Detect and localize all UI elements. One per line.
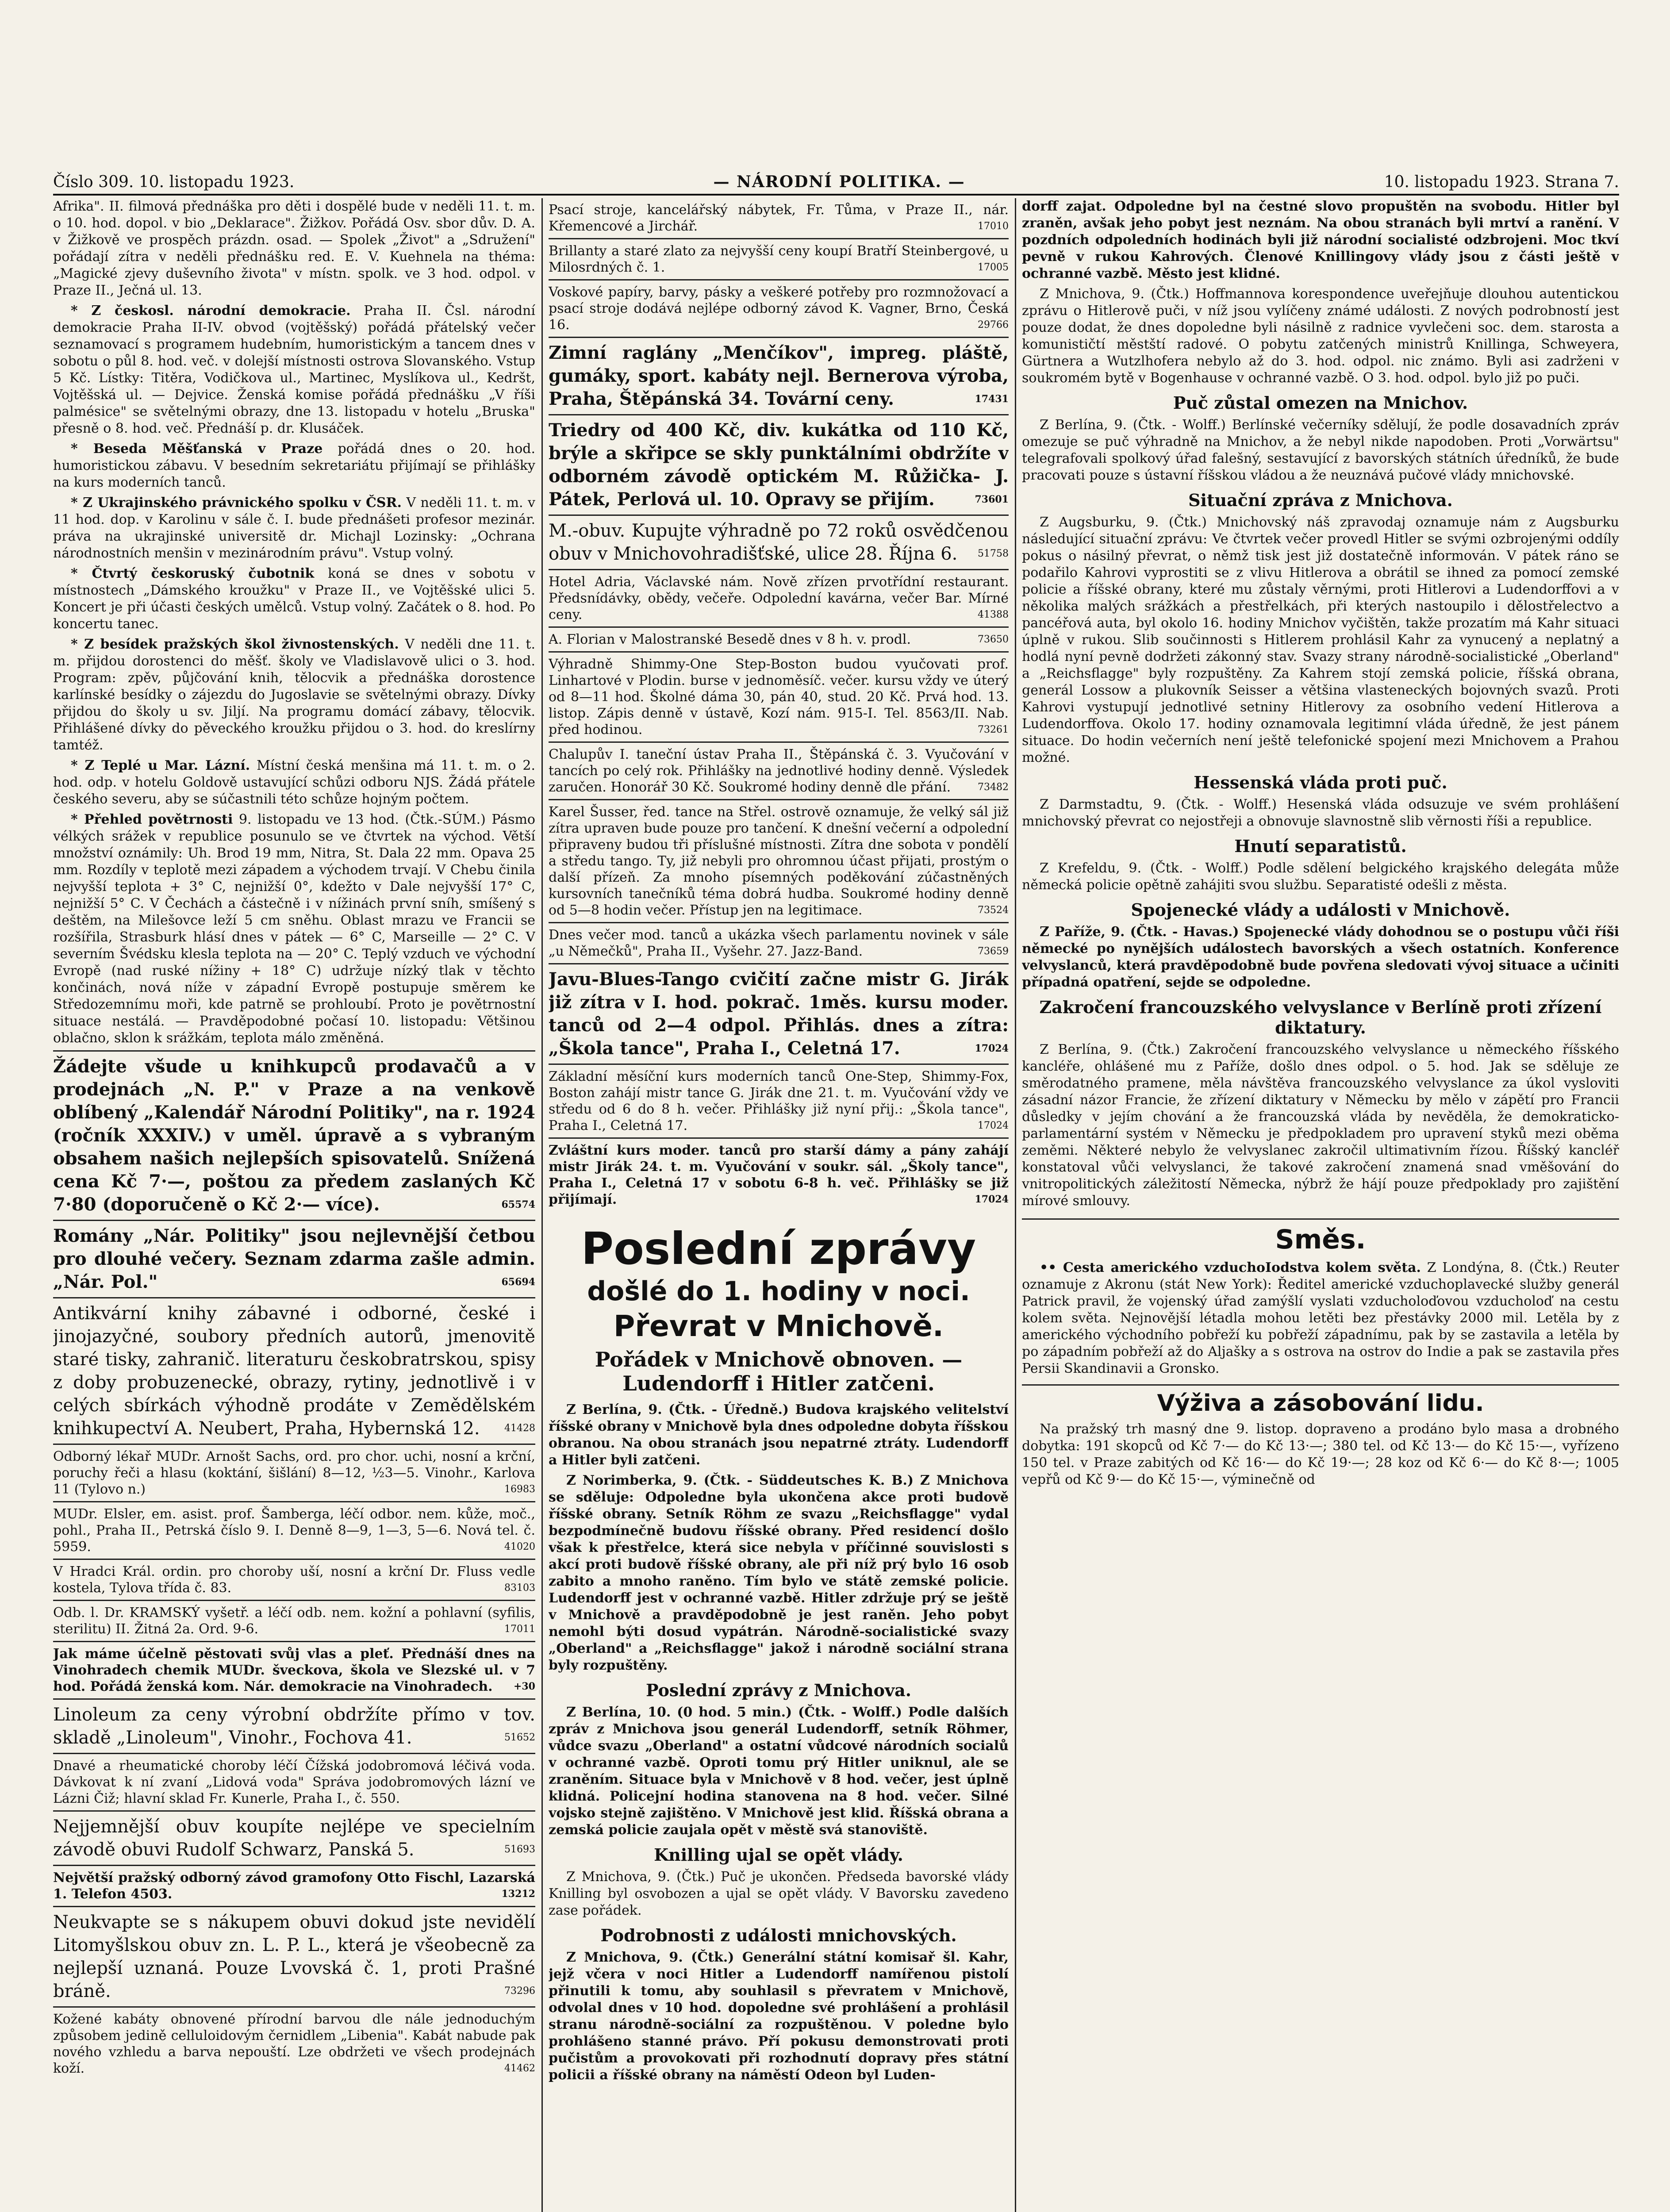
article-paragraph <box>53 636 535 754</box>
advertisement <box>53 1559 535 1600</box>
ad-text: Dnes večer mod. tanců a ukázka všech parlamentu novinek v sále „u Němečků", Praha II., Vyšehr. 27. Jazz-Band. <box>549 927 1009 959</box>
ad-text: Hotel Adria, Václavské nám. Nově zřízen prvotřídní restaurant. Předsnídávky, obědy, večeře. Odpolední kavárna, večer Bar. Mírné ceny. <box>549 574 1009 622</box>
section-heading: Knilling ujal se opět vlády. <box>654 1845 903 1865</box>
advertisement <box>53 1050 535 1220</box>
article-heading: * Beseda Měšťanská v Praze <box>71 441 323 457</box>
ad-text: Základní měsíční kurs moderních tanců One-Step, Shimmy-Fox, Boston zahájí mistr tance G. Jirák dne 21. t. m. Vyučování vždy ve středu od 6 do 8 h. večer. Přihlášky již nyní přij.: „Škola tance", Praha I., Celetná 17. <box>549 1069 1009 1133</box>
ad-text: Jak máme účelně pěstovati svůj vlas a pleť. Přednáší dnes na Vinohradech chemik MUDr. šveckova, škola ve Slezské ul. v 7 hod. Pořádá ženská kom. Nár. demokracie na Vinohradech. <box>53 1646 535 1694</box>
article-text: pořádá dnes o 20. hod. humoristickou zábavu. V besedním sekretariátu přijímají se přihlášky na kurs moderních tanců. <box>53 441 535 490</box>
advertisement <box>549 1064 1009 1137</box>
article-heading: * Z Ukrajinského právnického spolku v ČSR. <box>71 495 402 511</box>
article-heading: * Přehled povětrnosti <box>71 812 233 827</box>
advertisement <box>53 1641 535 1698</box>
advertisement <box>549 799 1009 922</box>
article-paragraph: Z Mnichova, 9. (Čtk.) Puč je ukončen. Předseda bavorské vlády Knilling byl osvobozen a ujal se opět vlády. V Bavorsku zavedeno zase pořádek. <box>549 1869 1009 1918</box>
ad-number: 41462 <box>504 2063 535 2074</box>
ad-text: Nejjemnější obuv koupíte nejlépe ve specielním závodě obuvi Rudolf Schwarz, Panská 5. <box>53 1816 535 1860</box>
ad-text: Psací stroje, kancelářský nábytek, Fr. Tůma, v Praze II., nár. Křemencové a Jirchář. <box>549 202 1009 234</box>
column-2 <box>549 198 1009 2212</box>
page-header <box>53 165 1619 196</box>
advertisement <box>549 1137 1009 1211</box>
advertisement <box>53 1501 535 1559</box>
article-paragraph <box>53 303 535 437</box>
article-heading: •• Cesta amerického vzduchoIodstva kolem světa. <box>1040 1260 1421 1275</box>
advertisement <box>53 1220 535 1297</box>
section-heading: Spojenecké vlády a události v Mnichově. <box>1131 900 1510 920</box>
article-paragraph: Z Paříže, 9. (Čtk. - Havas.) Spojenecké vlády dohodnou se o postupu vůči říši německé po nynějších událostech bavorských a všech ostatních. Konference velvyslanců, která pravděpodobně bude povřena sledovati vývoj situace a učiniti případná opatření, sejde se odpoledne. <box>1022 924 1619 990</box>
advertisement <box>549 337 1009 414</box>
advertisement <box>53 1444 535 1501</box>
advertisement <box>549 741 1009 799</box>
ad-number: 17024 <box>975 1043 1009 1054</box>
ad-text: A. Florian v Malostranské Besedě dnes v 8 h. v. prodl. <box>549 632 911 647</box>
ad-number: 73659 <box>978 946 1009 957</box>
article-heading: * Z Teplé u Mar. Lázní. <box>71 758 250 773</box>
article-paragraph: Na pražský trh masný dne 9. listop. dopraveno a prodáno bylo masa a drobného dobytka: 191 skopců od Kč 7·— do Kč 13·—; 380 tel. od Kč 13·— do Kč 15·—, vyřízeno 150 tel. v Praze zabitých od Kč 16·— do Kč 19·—; 28 koz od Kč 6·— do Kč 8·—; 1005 vepřů od Kč 9·— do Kč 15·—, výminečně od <box>1022 1421 1619 1487</box>
article-paragraph: Z Krefeldu, 9. (Čtk. - Wolff.) Podle sdělení belgického krajského delegáta může německá policie opětně zahájiti svou službu. Separatisté odešli z města. <box>1022 860 1619 893</box>
ad-text: Javu-Blues-Tango cvičití začne mistr G. Jirák již zítra v I. hod. pokrač. 1měs. kursu moder. tanců od 2—4 odpol. Přihlás. dnes a zítra: „Škola tance", Praha I., Celetná 17. <box>549 969 1009 1059</box>
issue-number: Číslo 309. 10. listopadu 1923. <box>53 173 295 191</box>
subheadline: Pořádek v Mnichově obnoven. — Ludendorff i Hitler zatčeni. <box>595 1348 963 1395</box>
ad-text: MUDr. Elsler, em. asist. prof. Šamberga, léčí odbor. nem. kůže, moč., pohl., Praha II., Petrská číslo 9. I. Denně 8—9, 1—3, 5—6. Nová tel. č. 5959. <box>53 1506 535 1555</box>
advertisement <box>549 922 1009 963</box>
article-text: 9. listopadu ve 13 hod. (Čtk.-SÚM.) Pásmo vélkých srážek v republice posunulo se ve čtvrtek na východ. Větší množství oznámily: Uh. Brod 19 mm, Nitra, St. Dala 22 mm. Opava 25 mm. Rozdíly v teplotě mezi západem a východem trvají. V Chebu činila nejvyšší teplota + 3° C, nejnižší 0°, kdežto v Dale nejvyšší 17° C, nejnižší 5° C. V Čechách a částečně i v nížinách první sníh, smíšený s deštěm, na Milešovce leží 5 cm sněhu. Oblast mrazu ve Francii se rozšířila, Strasburk hlásí dnes v pátek — 6° C, Marseille — 2° C. V severním Švédsku klesla teplota na — 20° C. Teplý vzduch ve východní Evropě (nad ruské nížiny + 18° C) udržuje nízký tlak v těchto končinách, nová níže v západní Evropě postupuje směrem ke Středozemnímu moři, kde patrně se prohloubí. Proto je povětrnostní situace nestálá. — Pravděpodobné počasí 10. listopadu: Většinou oblačno, sklon k srážkám, teplota málo změněná. <box>53 812 535 1046</box>
advertisement <box>53 1698 535 1753</box>
advertisement <box>549 238 1009 279</box>
ad-text: Výhradně Shimmy-One Step-Boston budou vyučovati prof. Linhartové v Plodin. burse v jednoměsíč. večer. kursu vždy ve úterý od 8—11 hod. Školné dáma 30, pán 40, stud. 20 Kč. Prvá hod. 13. listop. Zápis denně v ústavě, Kozí nám. 915-I. Tel. 8563/II. Nab. před hodinou. <box>549 657 1009 737</box>
ad-number: 29766 <box>978 319 1009 330</box>
article-paragraph <box>53 441 535 491</box>
ad-number: 51758 <box>978 548 1009 559</box>
advertisement <box>549 198 1009 238</box>
article-paragraph: Z Mnichova, 9. (Čtk.) Generální státní komisař šl. Kahr, jejž včera v noci Hitler a Ludendorff namířenou pistolí přinutili k tomu, aby souhlasil s převratem v Mnichově, odvolal dnes v 10 hod. dopoledne své prohlášení a prohlásil stranu národně-sociální za rozpuštěnou. V poledne bylo prohlášeno stanné právo. Pří pokusu demonstrovati proti pučistům a provokovati při rozhodnutí dopravy přes státní policii a říšské obrany na náměstí Odeon byl Luden- <box>549 1950 1009 2083</box>
ad-text: Zvláštní kurs moder. tanců pro starší dámy a pány zahájí mistr Jirák 24. t. m. Vyučování v soukr. sál. „Školy tance", Praha I., Celetná 17 v sobotu 6-8 h. več. Přihlášky se již přijímají. <box>549 1143 1009 1207</box>
article-paragraph: dorff zajat. Odpoledne byl na čestné slovo propuštěn na svobodu. Hitler byl zraněn, avšak jeho pobyt jest neznám. Na obou stranách byli mrtví a ranění. V pozdních odpoledních hodinách byli již národní socialisté odzbrojeni. Moc tkví pevně v rukou Kahrových. Členové Knillingovy vlády jsou z části ještě v ochranné vazbě. Město jest klidné. <box>1022 199 1619 281</box>
section-heading: Puč zůstal omezen na Mnichov. <box>1173 393 1468 413</box>
article-text: Z Londýna, 8. (Čtk.) Reuter oznamuje z Akronu (stát New York): Ředitel americké vzduchoplavecké služby generál Patrick pravil, že vojenský úřad zamýšlí vyslati vzducholoďovou vzducholoď na cestu kolem světa. Nejnovější létadla mohou letěti bez přestávky 2000 mil. Letěla by z amerického východního pobřeží ku pobřeží západnímu, pak by se zastavila a letěla by po západním pobřeží až do Aljašky a s ostrova na ostrov do Indie a pak se zastavila přes Persii Skandinavii a Gronsko. <box>1022 1260 1619 1376</box>
section-heading: Zakročení francouzského velvyslance v Berlíně proti zřízení diktatury. <box>1039 997 1602 1037</box>
section-heading: Situační zpráva z Mnichova. <box>1188 490 1453 510</box>
ad-text: Odborný lékař MUDr. Arnošt Sachs, ord. pro chor. uchi, nosní a krční, poruchy řeči a hlasu (koktání, šišlání) 8—12, ½3—5. Vinohr., Karlova 11 (Tylovo n.) <box>53 1449 535 1497</box>
advertisement <box>53 1810 535 1865</box>
ad-text: Zimní raglány „Menčíkov", impreg. pláště, gumáky, sport. kabáty nejl. Bernerova výroba, Praha, Štěpánská 34. Tovární ceny. <box>549 342 1009 409</box>
advertisement <box>53 1297 535 1444</box>
advertisement <box>549 569 1009 626</box>
advertisement <box>549 414 1009 515</box>
headline: Poslední zprávy <box>581 1223 976 1275</box>
column-1 <box>53 198 535 2212</box>
advertisement <box>53 1865 535 1906</box>
article-paragraph: Z Darmstadtu, 9. (Čtk. - Wolff.) Hesenská vláda odsuzuje ve svém prohlášení mnichovský převrat co nejostřeji a obnovuje slavnostně slib věrnosti říši a republice. <box>1022 797 1619 829</box>
advertisement <box>53 1753 535 1810</box>
section-heading: Poslední zprávy z Mnichova. <box>646 1680 911 1700</box>
ad-text: Linoleum za ceny výrobní obdržíte přímo v tov. skladě „Linoleum", Vinohr., Fochova 41. <box>53 1705 535 1748</box>
ad-number: 41428 <box>504 1423 535 1434</box>
ad-text: Kožené kabáty obnovené přírodní barvou dle nále jednoduchým způsobem jedině celluloidovým černidlem „Libenia". Kabát nabude pak nového vzhledu a barva nepouští. Lze obdržeti ve všech prodejnách koží. <box>53 2012 535 2076</box>
article-paragraph: Z Norimberka, 9. (Čtk. - Süddeutsches K. B.) Z Mnichova se sděluje: Odpoledne byla ukončena akce proti budově říšské obrany. Setník Röhm ze svazu „Reichsflagge" vydal bezpodmínečně budovu říšské obrany. Před residencí došlo však k přestřelce, která sice nebyla v příčinné souvislosti s akcí proti budově říšské obrany, ale při níž prý bylo 16 osob zabito a mnoho raněno. Tím bylo ve státě zemské policie. Ludendorff jest v ochranné vazbě. Hitler zdržuje prý se ještě v Mnichově a pravděpodobně je jest raněn. Jeho pobyt nemohl býti dosud vypátrán. Národně-socialistické svazy „Oberland" a „Reichsflagge" jakož i národně sociální strana byly rozpuštěny. <box>549 1473 1009 1673</box>
article-paragraph <box>53 757 535 808</box>
ad-number: 17010 <box>978 221 1009 232</box>
article-heading: * Z českosl. národní demokracie. <box>71 303 351 319</box>
ad-number: 73482 <box>978 782 1009 793</box>
ad-text: Dnavé a rheumatické choroby léčí Čížská jodobromová léčivá voda. Dávkovat k ní zvaní „Lidová voda" Správa jodobromových lázní ve Lázni Čiž; hlavní sklad Fr. Kunerle, Praha I., č. 550. <box>53 1758 535 1806</box>
article-paragraph <box>53 565 535 633</box>
ad-text: Chalupův I. taneční ústav Praha II., Štěpánská č. 3. Vyučování v tancích po celý rok. Přihlášky na jednotlivé hodiny denně. Výsledek zaručen. Honorář 30 Kč. Soukromé hodiny denně dle přání. <box>549 747 1009 795</box>
ad-text: M.-obuv. Kupujte výhradně po 72 roků osvědčenou obuv v Mnichovohradišťské, ulice 28. Října 6. <box>549 521 1009 564</box>
column-3 <box>1022 198 1619 2212</box>
article-paragraph: Z Berlína, 10. (0 hod. 5 min.) (Čtk. - Wolff.) Podle dalších zpráv z Mnichova jsou generál Ludendorff, setník Röhmer, vůdce svazu „Oberland" a ostatní vůdcové národních socialů v ochranné vazbě. Oproti tomu prý Hitler uniknul, ale se zraněním. Situace byla v Mnichově v 8 hod. večer, jest úplně klidná. Policejní hodina stanovena na 8 hod. večer. Silné vojsko stejně zajištěno. V Mnichově jest klid. Říšská obrana a zemská policie zaujala opět v městě svá stanoviště. <box>549 1705 1009 1838</box>
advertisement <box>549 515 1009 569</box>
headline: Převrat v Mnichově. <box>614 1309 944 1343</box>
article-paragraph: Z Augsburku, 9. (Čtk.) Mnichovský náš zpravodaj oznamuje nám z Augsburku následující situační zprávu: Ve čtvrtek večer provedl Hitler se svými ozbrojenými oddíly pokus o násilný převrat, o němž tisk jest již dostatečně informován. V pátek ráno se podařilo Kahrovi vyprostiti se z vlivu Hitlerova a obrátil se ihned za pomocí zemské policie a říšské obrany, které mu zůstaly věrnými, proti Hitlerovi a Ludendorffovi a v několika malých srážkách a přestřelkách, při kterých nastoupilo i dělostřelectvo a pancéřová auta, byl okolo 16. hodiny Mnichov vyčištěn, takže prozatím má Kahr situaci úplně v rukou. Slib součinnosti s Hitlerem prohlásil Kahr za vynucený a neplatný a hodlá nyní pevně dodržeti zákonný stav. Svazy strany národně-socialistické „Oberland" a „Reichsflagge" byly rozpuštěny. Za Kahrem stojí zemská policie, říšská obrana, generál Lossow a plukovník Seisser a většina vlasteneckých bojovných svazů. Proti Kahrovi vystupují jednotlivé setniny Hitlerovy za osobního vedení Hitlerova a Ludendorffova. Okolo 17. hodiny oznamovala legitimní vláda úředně, že jest pánem situace. Do hodin večerních není ještě telefonické spojení mezi Mnichovem a Prahou možné. <box>1022 515 1619 765</box>
ad-text: Odb. l. Dr. KRAMSKÝ vyšetř. a léčí odb. nem. kožní a pohlavní (syfilis, sterilitu) II. Žitná 2a. Ord. 9-6. <box>53 1605 535 1637</box>
ad-text: Největší pražský odborný závod gramofony Otto Fischl, Lazarská 1. Telefon 4503. <box>53 1870 535 1902</box>
newspaper-title: — NÁRODNÍ POLITIKA. — <box>713 173 965 191</box>
ad-number: 17024 <box>975 1194 1009 1205</box>
article-paragraph <box>53 495 535 562</box>
ad-number: 73650 <box>978 634 1009 645</box>
ad-number: 41020 <box>504 1541 535 1552</box>
article-paragraph: Z Berlína, 9. (Čtk.) Zakročení francouzského velvyslance u německého říšského kancléře, ohlášené mu z Paříže, došlo dnes odpol. o 5. hod. Jak se sděluje ze směrodatného pramene, měla návštěva francouzského velvyslance za úkol vysloviti zásadní názor Francie, že zřízení diktatury v Německu by mělo v zápětí pro Francii důsledky v jejím chování a že francouzská vláda by nevěděla, že demokraticko-parlamentární systém v Německu je předpokladem pro upravení styků mezi oběma zeměmi. Některé nebylo že velvyslanec zakročil ultimativním řízou. Říšský kancléř konstatoval vůči velvyslanci, že takové zakročení znamená snad vměšování do vnitropolitických záležitostí Německa, nýbrž že hájí pouze předpoklady pro zajištění mírové smlouvy. <box>1022 1042 1619 1209</box>
ad-text: Neukvapte se s nákupem obuvi dokud jste nevidělí Litomyšlskou obuv zn. L. P. L., která je všeobecně za nejlepší uznaná. Pouze Lvovská č. 1, proti Prašné bráně. <box>53 1912 535 2001</box>
ad-text: Brillanty a staré zlato za nejvyšší ceny koupí Bratří Steinbergové, u Milosrdných č. 1. <box>549 243 1009 275</box>
ad-text: V Hradci Král. ordin. pro choroby uší, nosní a krční Dr. Fluss vedle kostela, Tylova třída č. 83. <box>53 1564 535 1596</box>
article-text: V neděli 11. t. m. v 11 hod. dop. v Karolinu v sále č. I. bude přednášeti profesor mezinár. práva na ukrajinské universitě dr. Michajl Lozinsky: „Ochrana národnostních menšin v mezinárodním právu". Vstup volný. <box>53 495 535 561</box>
article-text: V neděli dne 11. t. m. přijdou dorostenci do měšť. školy ve Vladislavově ulici o 3. hod. Program: zpěv, půjčování knih, tělocvik a přednáška dorostence karlínské besídky o zájezdu do Jugoslavie se světelnými obrazy. Dívky přijdou do školy u sv. Jiljí. Na programu domácí zábavy, tělocvik. Přihlášené dívky do pěveckého kroužku přijdou o 3. hod. do kreslírny tamtéž. <box>53 637 535 753</box>
ad-text: Karel Šusser, řed. tance na Střel. ostrově oznamuje, že velký sál již zítra upraven bude pouze pro tančení. K dnešní večerní a odpolední připraveny budou tři příslušné místnosti. Zítra dne sobota v pondělí a středu tango. Ty, již nebyli pro ohromnou účast přijati, prostým o další přízeň. Za mnoho písemných poděkování zúčastněných kursovních tanečníků téma dobrá hudba. Soukromé hodiny denně od 5—8 hodin večer. Přístup jen na legitimace. <box>549 804 1009 918</box>
ad-text: Žádejte všude u knihkupců prodavačů a v prodejnách „N. P." v Praze a na venkově oblíbený „Kalendář Národní Politiky", na r. 1924 (ročník XXXIV.) v uměl. úpravě a s vybraným obsahem našich nejlepších spisovatelů. Snížená cena Kč 7·—, poštou za předem zaslaných Kč 7·80 (doporučeně o Kč 2·— více). <box>53 1056 535 1215</box>
advertisement <box>549 963 1009 1064</box>
article-heading: * Čtvrtý českoruský čubotnik <box>71 566 315 581</box>
page-number: 10. listopadu 1923. Strana 7. <box>1384 173 1619 191</box>
section-heading: Hnutí separatistů. <box>1234 836 1407 856</box>
ad-number: 17005 <box>978 262 1009 273</box>
column-rule <box>1015 198 1016 2212</box>
advertisement <box>53 2006 535 2080</box>
article-paragraph <box>53 811 535 1047</box>
ad-number: 17431 <box>975 393 1009 405</box>
advertisement <box>549 279 1009 337</box>
ad-number: +30 <box>513 1681 535 1692</box>
advertisement <box>53 1600 535 1641</box>
article-text: Praha II. Čsl. národní demokracie Praha II-IV. obvod (vojtěšský) pořádá přátelský večer seznamovací s programem hudebním, humoristickým a tancem dnes v sobotu o půl 8. hod. več. v dolejší místnosti ostrova Slovanského. Vstup 5 Kč. Lístky: Titěra, Vodičkova ul., Martinec, Myslíkova ul., Kedršt, Vojtěšská ul. — Dejvice. Ženská komise pořádá přednášku „V říši palmésice" se světelnými obrazy, dne 13. listopadu v hotelu „Bruska" přesně o 8. hod. več. Přednáší p. dr. Klusáček. <box>53 303 535 436</box>
ad-number: 17011 <box>504 1624 535 1635</box>
ad-number: 17024 <box>978 1120 1009 1131</box>
ad-text: Triedry od 400 Kč, div. kukátka od 110 Kč, brýle a skřipce se skly punktálními obdržíte v odborném závodě optickém M. Růžička- J. Pátek, Perlová ul. 10. Opravy se přijím. <box>549 420 1009 510</box>
article-text: koná se dnes v sobotu v místnostech „Dámského kroužku" v Praze II., ve Vojtěšské ulici 5. Koncert je při účasti českých umělců. Vstup volný. Začátek o 8. hod. Po koncertu tanec. <box>53 566 535 632</box>
ad-number: 41388 <box>978 609 1009 620</box>
subheadline: došlé do 1. hodiny v noci. <box>587 1276 970 1307</box>
section-title: Směs. <box>1022 1218 1619 1255</box>
ad-number: 83103 <box>504 1582 535 1594</box>
ad-number: 73261 <box>978 724 1009 735</box>
ad-number: 65574 <box>501 1199 535 1210</box>
ad-number: 73296 <box>504 1985 535 1997</box>
article-paragraph: Z Berlína, 9. (Čtk. - Wolff.) Berlínské večerníky sdělují, že podle dosavadních zpráv omezuje se puč výhradně na Mnichov, a že nebyl nikde napodoben. Proti „Vorwärtsu" telegrafovali spolkový úřad falešný, sestavující z bavorských státních úředníků, že bude pracovati pouze s ústavní říšskou vládou a že neuznává pučové vlády mnichovské. <box>1022 417 1619 483</box>
ad-text: Voskové papíry, barvy, pásky a veškeré potřeby pro rozmnožovací a psací stroje dodává nejlépe odborný závod K. Vagner, Brno, Česká 16. <box>549 284 1009 333</box>
ad-text: Romány „Nár. Politiky" jsou nejlevnější četbou pro dlouhé večery. Seznam zdarma zašle admin. „Nár. Pol." <box>53 1225 535 1292</box>
advertisement <box>549 626 1009 651</box>
ad-number: 51693 <box>504 1844 535 1855</box>
article-text: Místní česká menšina má 11. t. m. o 2. hod. odp. v hotelu Goldově ustavující schůzi odboru NJS. Žádá přátele českého severu, aby se súčastnili této schůze hojným počtem. <box>53 758 535 807</box>
ad-number: 73601 <box>975 494 1009 505</box>
article-paragraph <box>1022 1260 1619 1377</box>
ad-number: 65694 <box>501 1276 535 1288</box>
article-paragraph: Z Berlína, 9. (Čtk. - Úředně.) Budova krajského velitelství říšské obrany v Mnichově byla dnes odpoledne dobyta říšskou obranou. Na obou stranách jsou nepatrné ztráty. Ludendorff a Hitler byli zatčeni. <box>549 1402 1009 1468</box>
ad-number: 73524 <box>978 905 1009 916</box>
section-heading: Podrobnosti z události mnichovských. <box>600 1925 957 1945</box>
ad-text: Antikvární knihy zábavné i odborné, české i jinojazyčné, soubory předních autorů, jmenovitě staré tisky, zahranič. literaturu českobratrskou, spisy z doby probuzenecké, obrazy, rytiny, jednotlivě i v celých sbírkách výhodně prodáte v Zemědělském knihkupectví A. Neubert, Praha, Hybernská 12. <box>53 1303 535 1439</box>
article-heading: * Z besídek pražských škol živnostenských. <box>71 637 399 652</box>
advertisement <box>53 1906 535 2006</box>
article-paragraph: Z Mnichova, 9. (Čtk.) Hoffmannova korespondence uveřejňuje dlouhou autentickou zprávu o Hitlerově puči, v níž jsou vylíčeny známé události. Z nových podrobností jest pouze dodat, že dnes dopoledne byli násilně z radnice vyvlečeni soc. dem. starosta a komunističtí městští radové. O pobytu zatčených ministrů Knillinga, Schweyera, Gürtnera a Wutzlhofera nebylo až do 3. hod. odpol. nic známo. Byli asi zadrženi v soukromém bytě v Bogenhause v ochranné vazbě. O 3. hod. odpol. bylo již po puči. <box>1022 286 1619 386</box>
section-title: Výživa a zásobování lidu. <box>1022 1384 1619 1417</box>
section-heading: Hessenská vláda proti puč. <box>1194 772 1447 792</box>
advertisement <box>549 651 1009 741</box>
column-rule <box>541 198 543 2212</box>
article-paragraph: Afrika". II. filmová přednáška pro děti i dospělé bude v neděli 11. t. m. o 10. hod. dopol. v bio „Deklarace". Žižkov. Pořádá Osv. sbor dův. D. A. v Žižkově ve prospěch prázdn. osad. — Spolek „Život" a „Sdružení" pořádají zítra v neděli přednášku red. E. V. Kuehnela na théma: „Magické zjevy duševního života" v místn. spolk. ve 3 hod. odpol. v Praze II., Ječná ul. 13. <box>53 199 535 298</box>
ad-number: 16983 <box>504 1484 535 1495</box>
ad-number: 13212 <box>501 1888 535 1900</box>
ad-number: 51652 <box>504 1732 535 1743</box>
